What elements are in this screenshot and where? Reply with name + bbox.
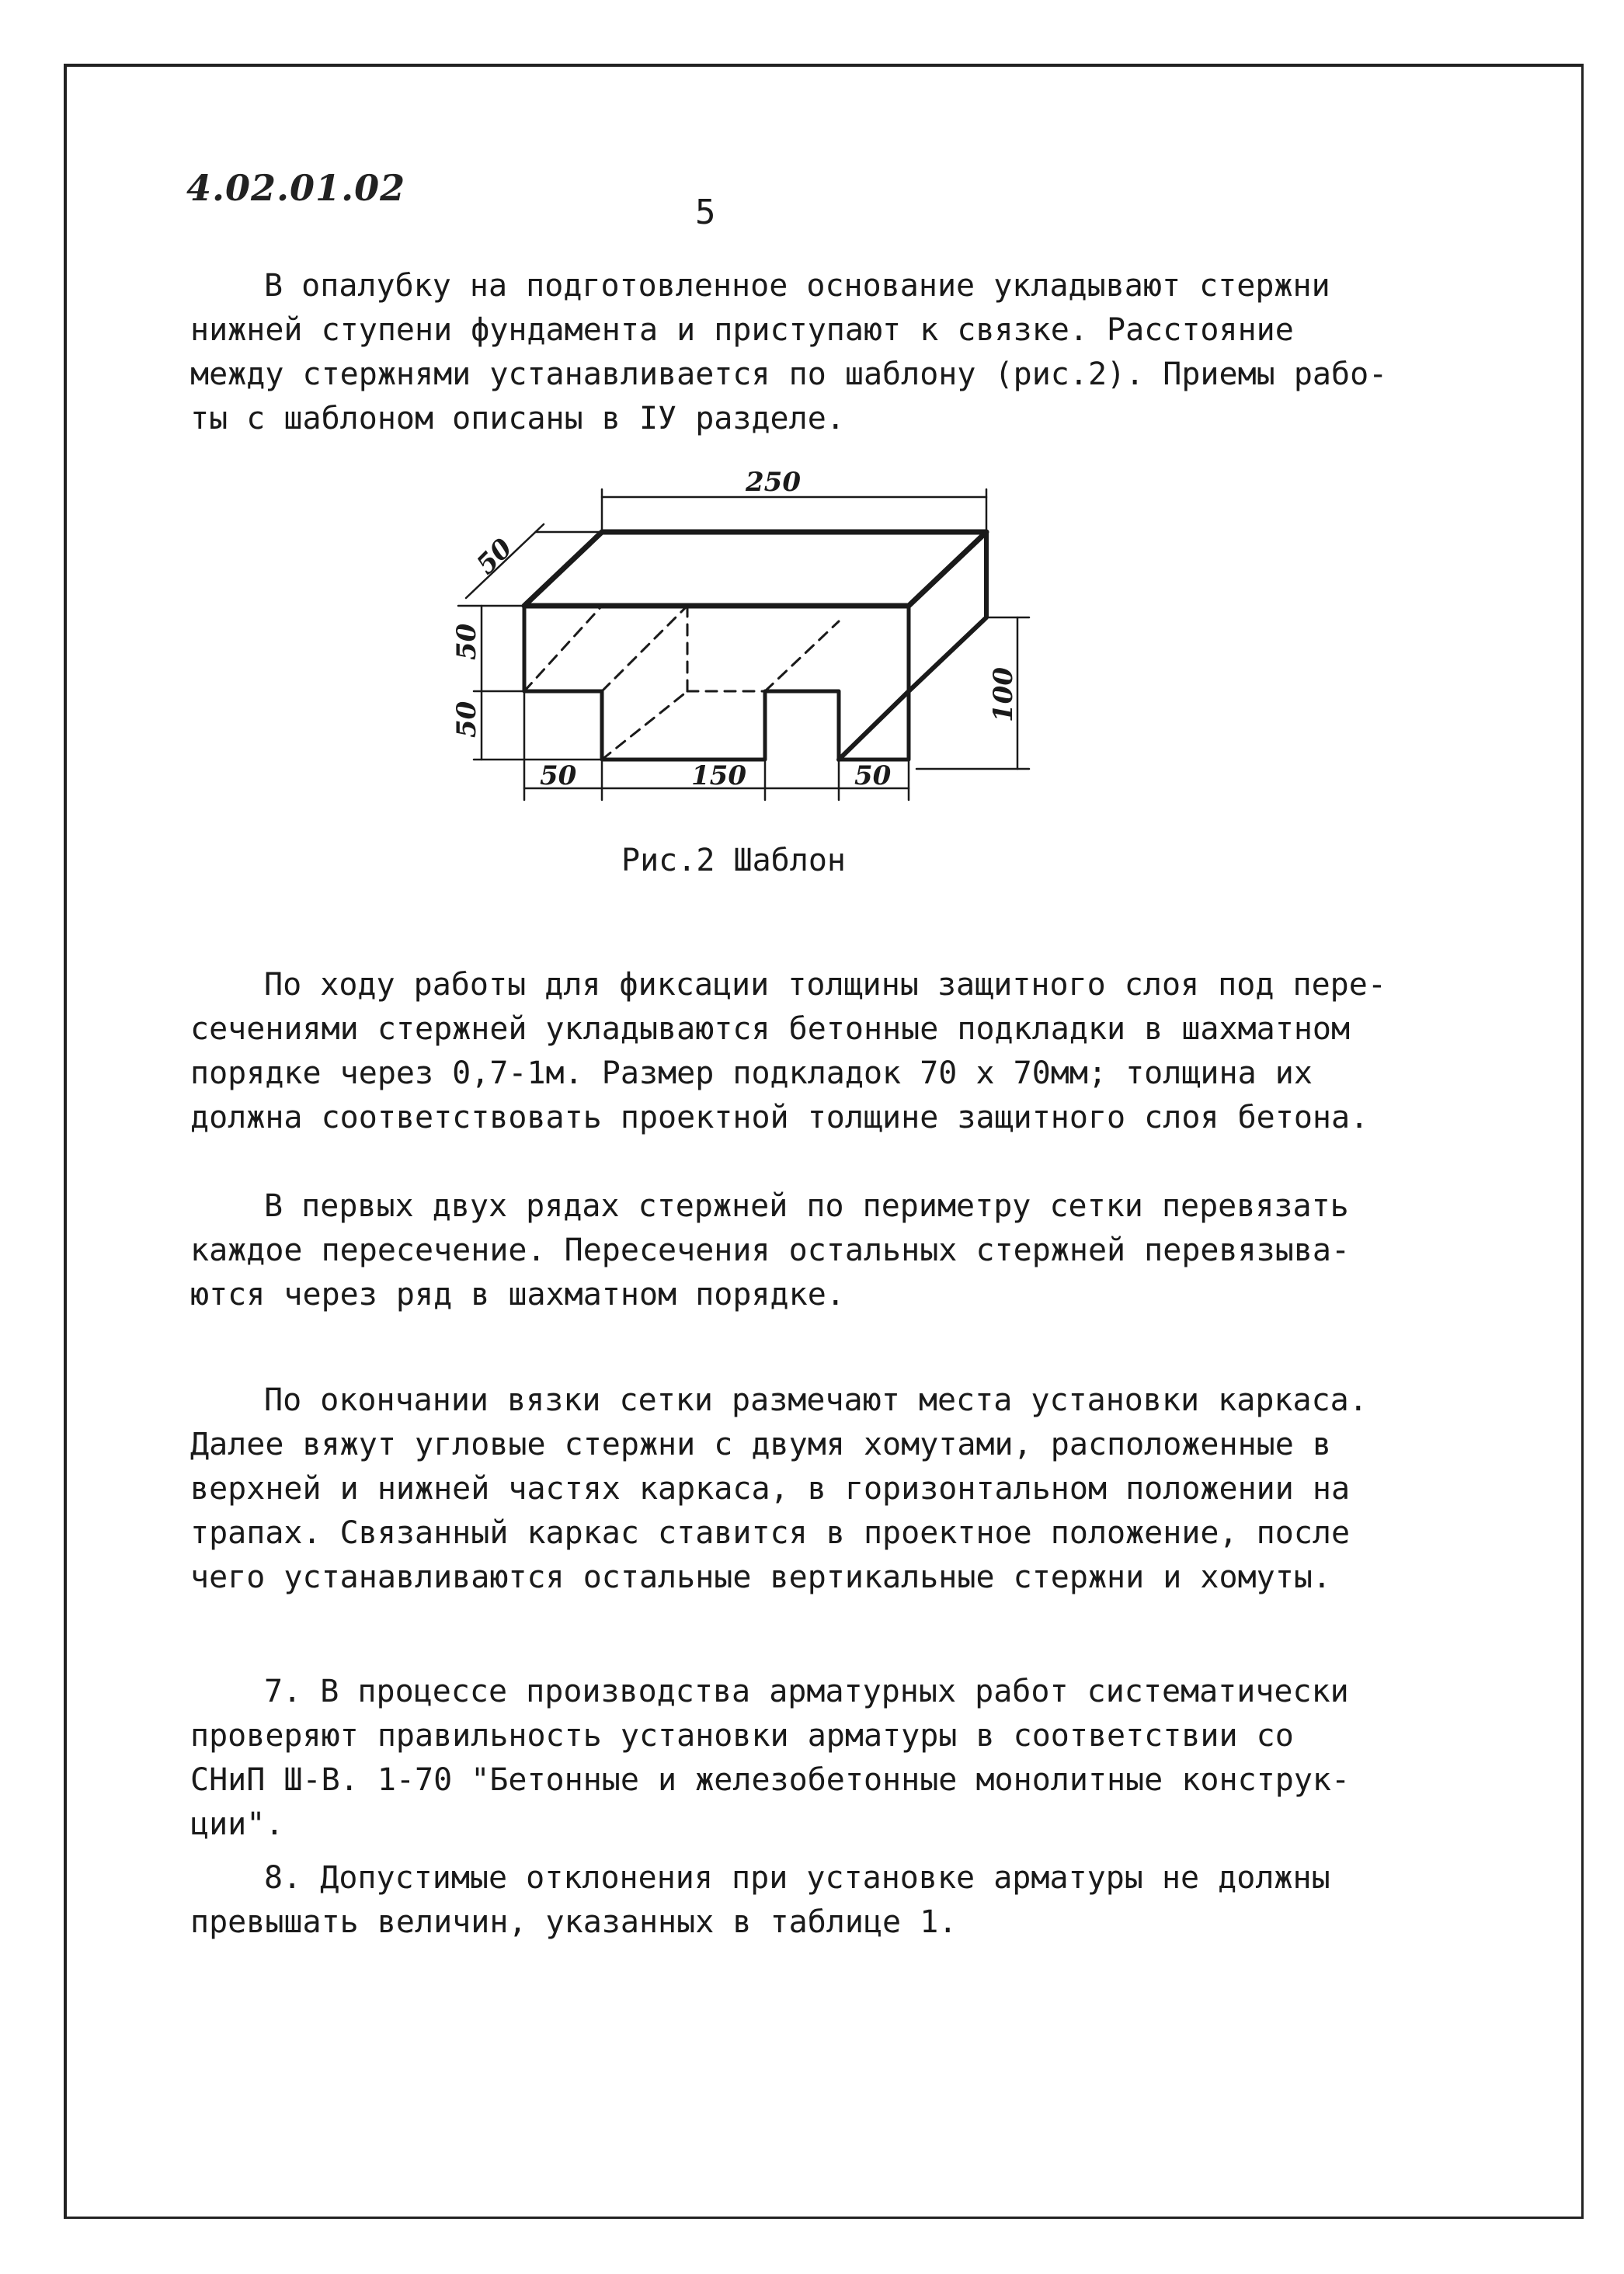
text-line: нижней ступени фундамента и приступают к связке. Расстояние xyxy=(190,312,1294,348)
text-line: порядке через 0,7-1м. Размер подкладок 70 х 70мм; толщина их xyxy=(190,1055,1313,1091)
text-line: проверяют правильность установки арматуры в соответствии со xyxy=(190,1718,1294,1754)
text-line: между стержнями устанавливается по шаблону (рис.2). Приемы рабо- xyxy=(190,356,1388,392)
text-line: В опалубку на подготовленное основание укладывают стержни xyxy=(264,268,1330,304)
right-face xyxy=(909,532,986,691)
text-line: ции". xyxy=(190,1806,284,1842)
dimension-label: 50 xyxy=(451,623,482,660)
paragraph-tying xyxy=(190,1184,1464,1317)
dimension-label: 100 xyxy=(988,667,1019,722)
text-line: 8. Допустимые отклонения при установке арматуры не должны xyxy=(264,1860,1330,1896)
paragraph-item-7 xyxy=(190,1670,1464,1847)
paragraph-formwork xyxy=(190,264,1464,441)
hidden-lines xyxy=(524,606,839,760)
text-line: каждое пересечение. Пересечения остальных стержней перевязыва- xyxy=(190,1233,1351,1268)
text-line: ются через ряд в шахматном порядке. xyxy=(190,1277,845,1313)
text-line: сечениями стержней укладываются бетонные подкладки в шахматном xyxy=(190,1011,1351,1047)
dimension-label: 250 xyxy=(746,467,801,498)
text-line: Далее вяжут угловые стержни с двумя хомутами, расположенные в xyxy=(190,1427,1332,1462)
text-line: превышать величин, указанных в таблице 1. xyxy=(190,1904,958,1940)
text-line: В первых двух рядах стержней по периметру сетки перевязать xyxy=(264,1188,1349,1224)
text-line: чего устанавливаются остальные вертикальные стержни и хомуты. xyxy=(190,1559,1332,1595)
text-line: 7. В процессе производства арматурных работ систематически xyxy=(264,1674,1349,1709)
dimension-label: 50 xyxy=(451,701,482,738)
dimension-label: 50 xyxy=(854,760,892,791)
text-line: По ходу работы для фиксации толщины защитного слоя под пере- xyxy=(264,967,1386,1003)
text-line: По окончании вязки сетки размечают места установки каркаса. xyxy=(264,1382,1368,1418)
text-line: СНиП Ш-В. 1-70 "Бетонные и железобетонные монолитные конструк- xyxy=(190,1762,1351,1798)
paragraph-protective-layer xyxy=(190,963,1464,1140)
figure-caption: Рис.2 Шаблон xyxy=(621,843,846,878)
text-line: верхней и нижней частях каркаса, в горизонтальном положении на xyxy=(190,1471,1351,1507)
document-code: 4.02.01.02 xyxy=(186,167,406,209)
paragraph-frame xyxy=(190,1379,1464,1600)
paragraph-item-8 xyxy=(190,1856,1464,1945)
dimension-label: 50 xyxy=(540,760,577,791)
dimension-label: 150 xyxy=(691,760,746,791)
text-line: ты с шаблоном описаны в IУ разделе. xyxy=(190,401,845,436)
dimension-label: 50 xyxy=(471,532,519,581)
text-line: должна соответствовать проектной толщине защитного слоя бетона. xyxy=(190,1100,1369,1135)
template-drawing xyxy=(435,466,1064,831)
dimension-lines xyxy=(458,489,1029,800)
page-number: 5 xyxy=(695,193,716,232)
text-line: трапах. Связанный каркас ставится в проектное положение, после xyxy=(190,1515,1351,1551)
